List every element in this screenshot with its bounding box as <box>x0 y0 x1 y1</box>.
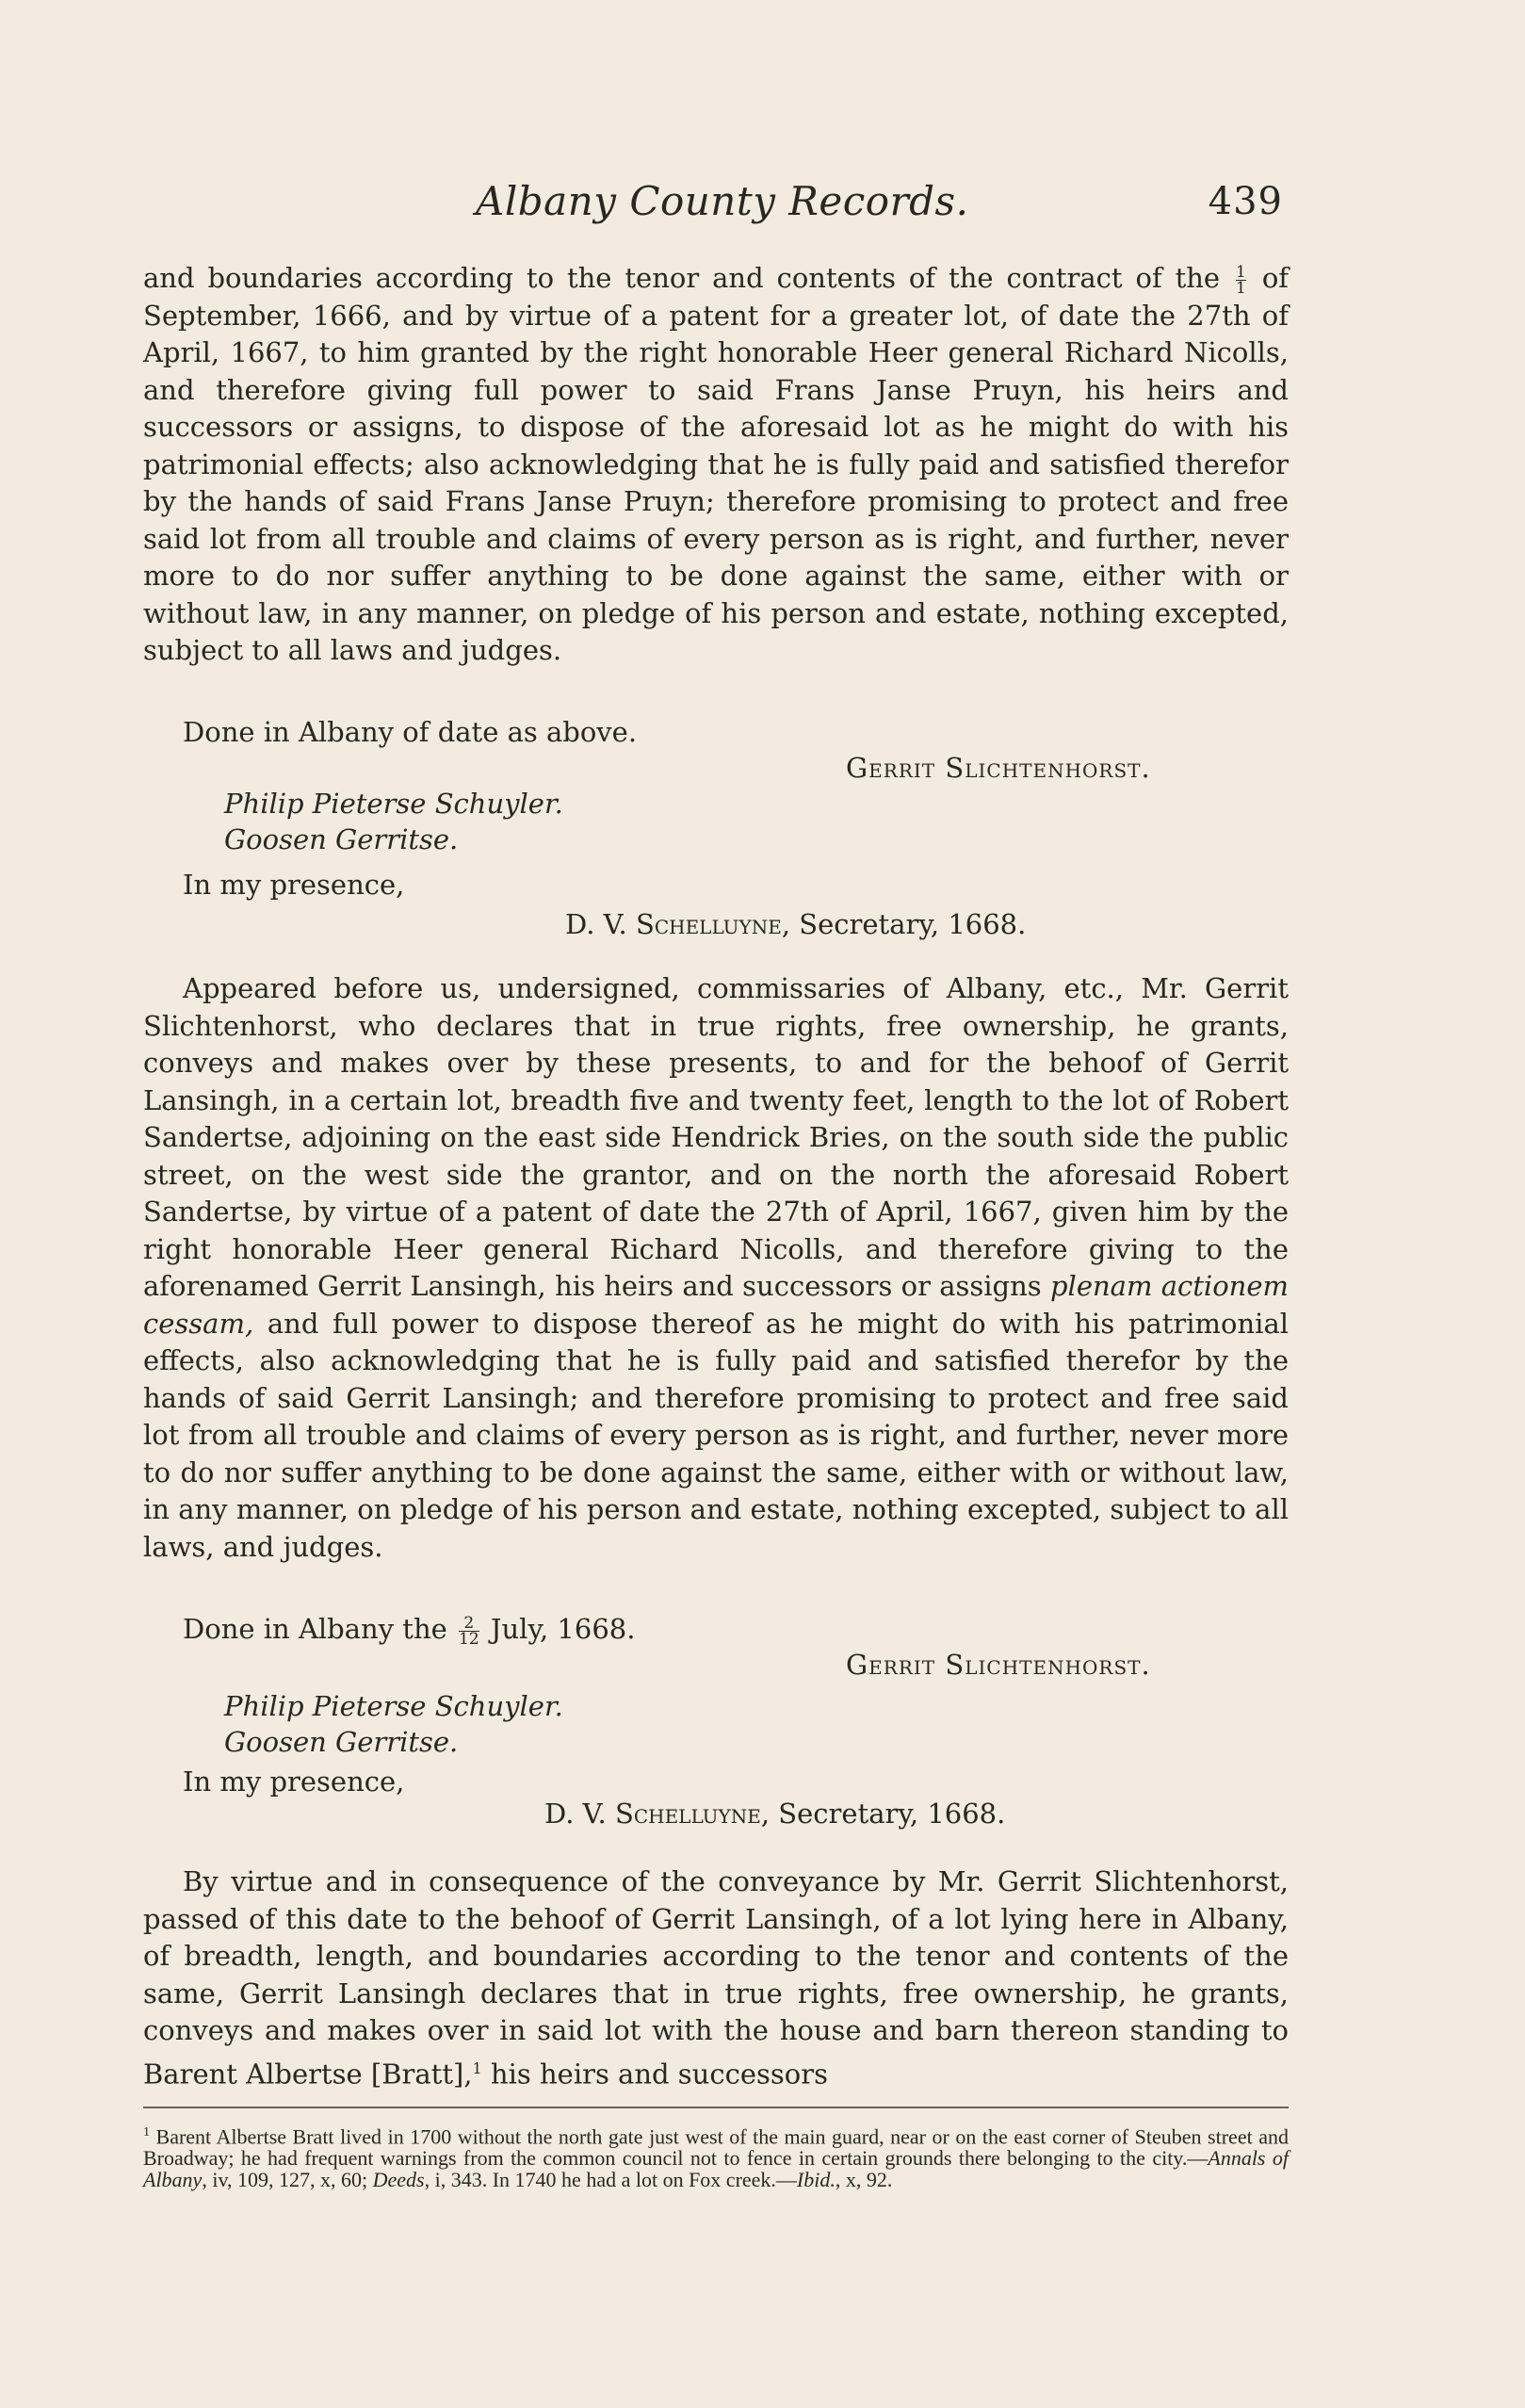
paragraph-3-text: By virtue and in consequence of the conveyance by Mr. Gerrit Slichtenhorst, passed of this date to the behoof of Gerrit Lansingh, of a lot lying here in Albany, of breadth, length, and boundaries according to the tenor and contents of the same, Gerrit Lansingh declares that in true rights, free ownership, he grants, conveys and makes over in said lot with the house and barn thereon standing to Barent Albertse [Bratt], <box>143 1865 1289 2091</box>
paragraph-1-text-b: of September, 1666, and by virtue of a patent for a greater lot, of date the 27th of April, 1667, to him granted by the right honorable Heer general Richard Nicolls, and therefore giving full power to said Frans Janse Pruyn, his heirs and successors or assigns, to dispose of the aforesaid lot as he might do with his patrimonial effects; also acknowledging that he is fully paid and satisfied therefor by the hands of said Frans Janse Pruyn; therefore promising to protect and free said lot from all trouble and claims of every person as is right, and further, never more to do nor suffer anything to be done against the same, either with or without law, in any manner, on pledge of his person and estate, nothing excepted, subject to all laws and judges. <box>143 262 1290 666</box>
witness-1b: Goosen Gerritse. <box>224 823 459 855</box>
witness-2a: Philip Pieterse Schuyler. <box>224 1690 563 1722</box>
secretary-line-2: D. V. Schelluyne, Secretary, 1668. <box>544 1798 1006 1830</box>
source-ibid: Ibid. <box>796 2168 836 2192</box>
paragraph-1-text-a: and boundaries according to the tenor and contents of the contract of the <box>143 262 1221 294</box>
done-line-2: Done in Albany the $\frac{2}{12}$ July, 1668. <box>183 1613 636 1649</box>
paragraph-2-text-a: Appeared before us, undersigned, commissaries of Albany, etc., Mr. Gerrit Slichtenhorst, who declares that in true rights, free ownership, he grants, conveys and makes over by these presents, to and for the behoof of Gerrit Lansingh, in a certain lot, breadth five and twenty feet, length to the lot of Robert Sandertse, adjoining on the east side Hendrick Bries, on the south side the public street, on the west side the grantor, and on the north the aforesaid Robert Sandertse, by virtue of a patent of date the 27th of April, 1667, given him by the right honorable Heer general Richard Nicolls, and therefore giving to the aforenamed Gerrit Lansingh, his heirs and successors or assigns <box>143 972 1289 1302</box>
latin-phrase: plenam actionem cessam, <box>143 1270 1289 1340</box>
signature-2: Gerrit Slichtenhorst. <box>846 1649 1151 1681</box>
presence-line-1: In my presence, <box>183 869 405 901</box>
paragraph-3-tail: his heirs and successors <box>490 2058 828 2091</box>
paragraph-2 <box>143 970 1289 1566</box>
running-title: Albany County Records. <box>476 178 969 224</box>
date-fraction: $\frac{1}{1}$ <box>1236 262 1246 298</box>
presence-line-2: In my presence, <box>183 1765 405 1798</box>
footnote-rule <box>143 2107 1289 2108</box>
source-annals: Annals of Albany <box>143 2146 1289 2192</box>
date-fraction-2: $\frac{2}{12}$ <box>459 1613 479 1649</box>
page-number: 439 <box>1208 180 1283 223</box>
secretary-line-1: D. V. Schelluyne, Secretary, 1668. <box>565 908 1027 940</box>
footnote-mark: 1 <box>143 2125 150 2140</box>
footnote-ref: 1 <box>472 2058 482 2077</box>
witness-2b: Goosen Gerritse. <box>224 1726 459 1758</box>
witness-1a: Philip Pieterse Schuyler. <box>224 788 563 820</box>
signature-1: Gerrit Slichtenhorst. <box>846 752 1151 784</box>
paragraph-2-text-b: and full power to dispose thereof as he might do with his patrimonial effects, also acknowledging that he is fully paid and satisfied therefor by the hands of said Gerrit Lansingh; and therefore promising to protect and free said lot from all trouble and claims of every person as is right, and further, never more to do nor suffer anything to be done against the same, either with or without law, in any manner, on pledge of his person and estate, nothing excepted, subject to all laws, and judges. <box>143 1307 1290 1563</box>
paragraph-3 <box>143 1863 1289 2093</box>
running-header <box>476 175 1283 228</box>
source-deeds: Deeds <box>372 2168 425 2192</box>
done-line-1: Done in Albany of date as above. <box>183 716 638 748</box>
footnote: $^1$ Barent Albertse Bratt lived in 1700 without the north gate just west of the main guard, near or on the east corner of Steuben street and Broadway; he had frequent warnings from the common council not to fence in certain grounds there belonging to the city.—Annals of Albany, iv, 109, 127, x, 60; Deeds, i, 343. In 1740 he had a lot on Fox creek.—Ibid., x, 92. <box>143 2124 1289 2192</box>
paragraph-1 <box>143 260 1289 670</box>
